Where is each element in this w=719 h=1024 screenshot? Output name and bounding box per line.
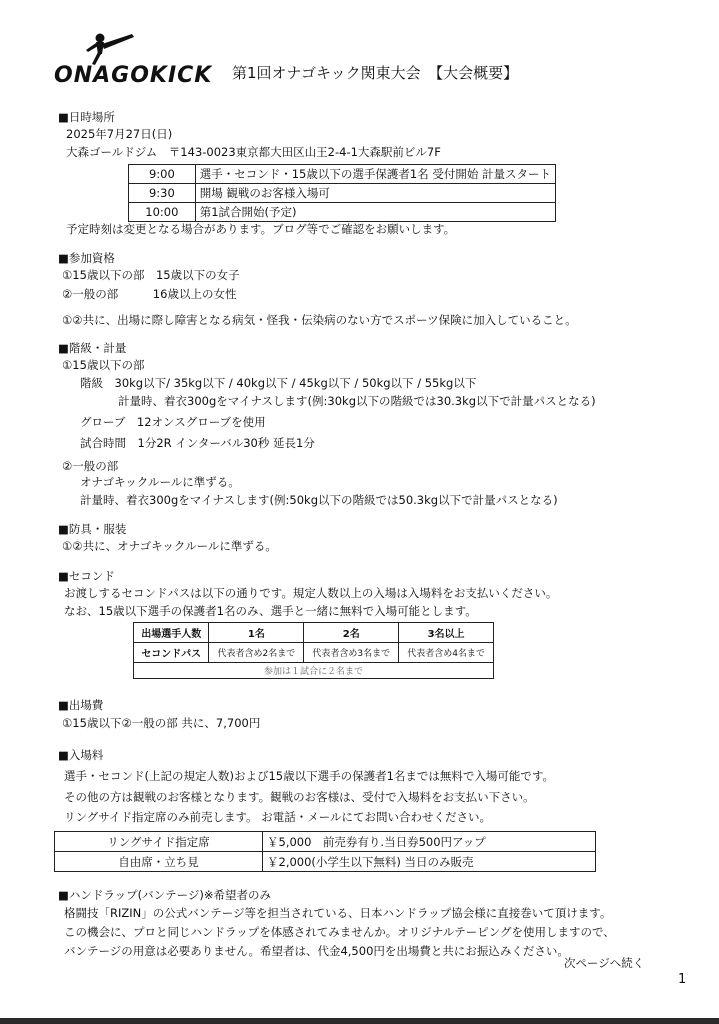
eligibility-note: ①②共に、出場に際し障害となる病気・怪我・伝染病のない方でスポーツ保険に加入していること。 (62, 313, 577, 327)
table-header: 3名以上 (399, 623, 494, 643)
price-row (55, 832, 596, 852)
admission-line3: リングサイド指定席のみ前売します。 お電話・メールにてお問い合わせください。 (64, 810, 491, 824)
classes-heading: ■階級・計量 (58, 341, 127, 355)
schedule-desc: 選手・セコンド・15歳以下の選手保護者1名 受付開始 計量スタート (195, 165, 555, 184)
schedule-time: 9:00 (129, 165, 196, 184)
general-heading: ②一般の部 (62, 459, 119, 473)
price-label: 自由席・立ち見 (55, 852, 263, 872)
table-header: 出場選手人数 (134, 623, 209, 643)
table-cell: セコンドパス (134, 643, 209, 663)
table-header: 2名 (304, 623, 399, 643)
eligibility-junior: ①15歳以下の部 15歳以下の女子 (62, 268, 240, 282)
second-table-row (134, 643, 494, 663)
admission-line1: 選手・セコンド(上記の規定人数)および15歳以下選手の保護者1名までは無料で入場可能です。 (64, 769, 554, 783)
price-value: ￥2,000(小学生以下無料) 当日のみ販売 (263, 852, 596, 872)
weight-classes: 階級 30kg以下/ 35kg以下 / 40kg以下 / 45kg以下 / 50kg以下 / 55kg以下 (80, 376, 477, 390)
eligibility-general: ②一般の部 16歳以上の女性 (62, 287, 237, 301)
table-note: 参加は１試合に２名まで (134, 663, 494, 679)
schedule-desc: 第1試合開始(予定) (195, 203, 555, 222)
schedule-row (129, 184, 556, 203)
general-rule: オナゴキックルールに準ずる。 (80, 475, 240, 489)
second-line2: なお、15歳以下選手の保護者1名のみ、選手と一緒に無料で入場可能とします。 (64, 604, 477, 618)
schedule-row (129, 165, 556, 184)
second-pass-table (133, 622, 494, 679)
entry-fee-text: ①15歳以下②一般の部 共に、7,700円 (62, 716, 261, 730)
schedule-note: 予定時刻は変更となる場合があります。ブログ等でご確認をお願いします。 (66, 222, 456, 236)
weight-note: 計量時、着衣300gをマイナスします(例:30kg以下の階級では30.3kg以下で計量パスとなる) (118, 394, 596, 408)
page-title: 第1回オナゴキック関東大会 【大会概要】 (232, 64, 519, 82)
table-cell: 代表者含め4名まで (399, 643, 494, 663)
second-table-header-row (134, 623, 494, 643)
price-row (55, 852, 596, 872)
datetime-heading: ■日時場所 (58, 110, 115, 124)
handwrap-line3: バンテージの用意は必要ありません。希望者は、代金4,500円を出場費と共にお振込みください。 (64, 944, 569, 958)
second-table-note-row (134, 663, 494, 679)
page-number: 1 (678, 972, 687, 987)
gloves: グローブ 12オンスグローブを使用 (80, 415, 266, 429)
schedule-desc: 開場 観戦のお客様入場可 (195, 184, 555, 203)
price-value: ￥5,000 前売券有り.当日券500円アップ (263, 832, 596, 852)
second-heading: ■セコンド (58, 569, 115, 583)
second-line1: お渡しするセコンドパスは以下の通りです。規定人数以上の入場は入場料をお支払いください。 (64, 586, 558, 600)
onagokick-logo (52, 30, 212, 88)
next-page-note: 次ページへ続く (564, 956, 645, 970)
schedule-time: 9:30 (129, 184, 196, 203)
admission-heading: ■入場料 (58, 748, 104, 762)
entry-fee-heading: ■出場費 (58, 698, 104, 712)
price-label: リングサイド指定席 (55, 832, 263, 852)
logo-text: ONAGOKICK (54, 63, 212, 88)
table-cell: 代表者含め3名まで (304, 643, 399, 663)
general-weight-note: 計量時、着衣300gをマイナスします(例:50kg以下の階級では50.3kg以下で計量パスとなる) (80, 493, 558, 507)
table-cell: 代表者含め2名まで (209, 643, 304, 663)
schedule-row (129, 203, 556, 222)
equipment-text: ①②共に、オナゴキックルールに準ずる。 (62, 539, 277, 553)
eligibility-heading: ■参加資格 (58, 251, 115, 265)
schedule-time: 10:00 (129, 203, 196, 222)
handwrap-line1: 格闘技「RIZIN」の公式バンテージ等を担当されている、日本ハンドラップ協会様に直接巻いて頂けます。 (64, 906, 612, 920)
handwrap-heading: ■ハンドラップ(バンテージ)※希望者のみ (58, 888, 272, 902)
equipment-heading: ■防具・服装 (58, 522, 127, 536)
admission-price-table (54, 831, 596, 872)
event-date: 2025年7月27日(日) (66, 127, 173, 141)
table-header: 1名 (209, 623, 304, 643)
junior-heading: ①15歳以下の部 (62, 358, 145, 372)
schedule-table (128, 164, 556, 222)
admission-line2: その他の方は観戦のお客様となります。観戦のお客様は、受付で入場料をお支払い下さい。 (64, 790, 535, 804)
event-venue: 大森ゴールドジム 〒143-0023東京都大田区山王2-4-1大森駅前ビル7F (66, 145, 441, 159)
match-time: 試合時間 1分2R インターバル30秒 延長1分 (80, 436, 315, 450)
handwrap-line2: この機会に、プロと同じハンドラップを体感されてみませんか。オリジナルテーピングを使用しますので、 (64, 925, 615, 939)
bottom-bar (0, 1018, 719, 1024)
